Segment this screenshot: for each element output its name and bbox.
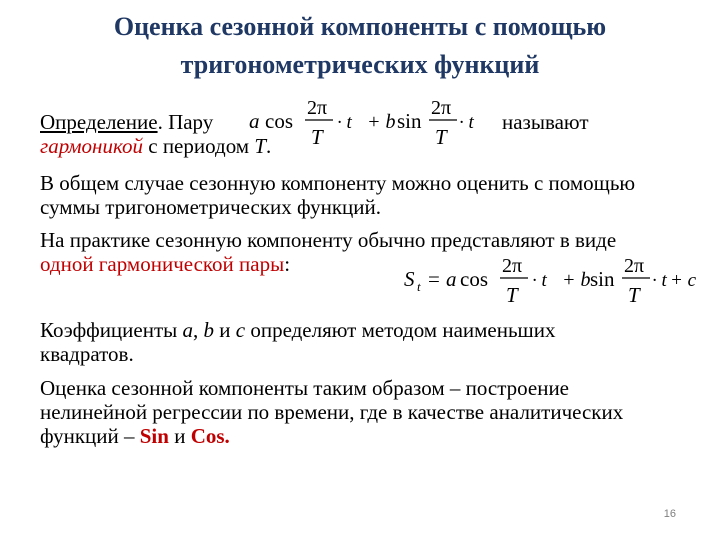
coefficients-paragraph [40,318,650,366]
formula1-cos: cos [265,109,293,133]
estimation-paragraph [40,376,665,448]
definition-term: гармоникой [40,134,143,158]
harmonic-pair-formula [245,92,485,152]
title-line-1: Оценка сезонной компоненты с помощью [113,12,607,41]
coefficient-c: c [235,318,246,342]
definition-text-after: называют [502,110,589,134]
title-line-2: тригонометрических функций [180,50,540,79]
formula1-dot-t: · t [337,112,352,133]
definition-dot: . [157,110,163,134]
coefficient-a: a [182,318,194,342]
formula2-plus-c: + c [670,270,697,291]
formula1-plus-b: + b [367,111,396,133]
formula2-num: 2π [502,255,523,277]
estimation-mid: и [168,424,191,448]
formula2-den: T [506,283,518,307]
definition-term-after: с периодом [143,134,255,158]
formula2-sub-t: t [417,279,421,294]
formula2-eq: = [428,267,440,291]
formula2-a: a [446,267,457,291]
seasonal-component-formula [400,250,700,310]
definition-label: Определение [40,110,158,134]
general-case-paragraph: В общем случае сезонную компоненту можно оценить с помощью суммы тригонометрических функций. [40,171,636,219]
formula1-num2: 2π [431,97,452,119]
formula2-dot-t: · t [532,270,547,291]
formula2-dot-t2: · t [652,270,667,291]
formula1-den2: T [435,125,447,149]
coefficients-text-after: определяют методом наименьших квадратов. [40,318,556,366]
formula2-plus-b: + b [562,269,591,291]
formula2-sin: sin [590,267,615,291]
estimation-cos: Cos. [190,424,230,448]
formula1-den: T [311,125,323,149]
formula2-cos: cos [460,267,488,291]
practice-text-after: : [284,252,291,276]
formula1-dot-t2: · t [459,112,474,133]
formula2-s: S [404,267,415,291]
estimation-text-before: Оценка сезонной компоненты таким образом – построение нелинейной регрессии по времени, где в качестве аналитических функций – [40,376,624,448]
formula2-num2: 2π [624,255,645,277]
coefficients-sep-2: и [214,318,236,342]
coefficients-sep-1: , [193,318,204,342]
estimation-sin: Sin [139,424,169,448]
definition-text-before: Пару [162,110,214,134]
page-number: 16 [663,508,676,520]
definition-period-dot: . [266,134,272,158]
definition-period: T [254,134,267,158]
coefficient-b: b [203,318,215,342]
slide-title [60,8,660,84]
formula2-den2: T [628,283,640,307]
formula1-num: 2π [307,97,328,119]
practice-highlight: одной гармонической пары [40,252,285,276]
formula1-sin: sin [397,109,422,133]
coefficients-text-before: Коэффициенты [40,318,183,342]
practice-text-before: На практике сезонную компоненту обычно представляют в виде [40,228,617,252]
formula1-a: a [249,109,260,133]
